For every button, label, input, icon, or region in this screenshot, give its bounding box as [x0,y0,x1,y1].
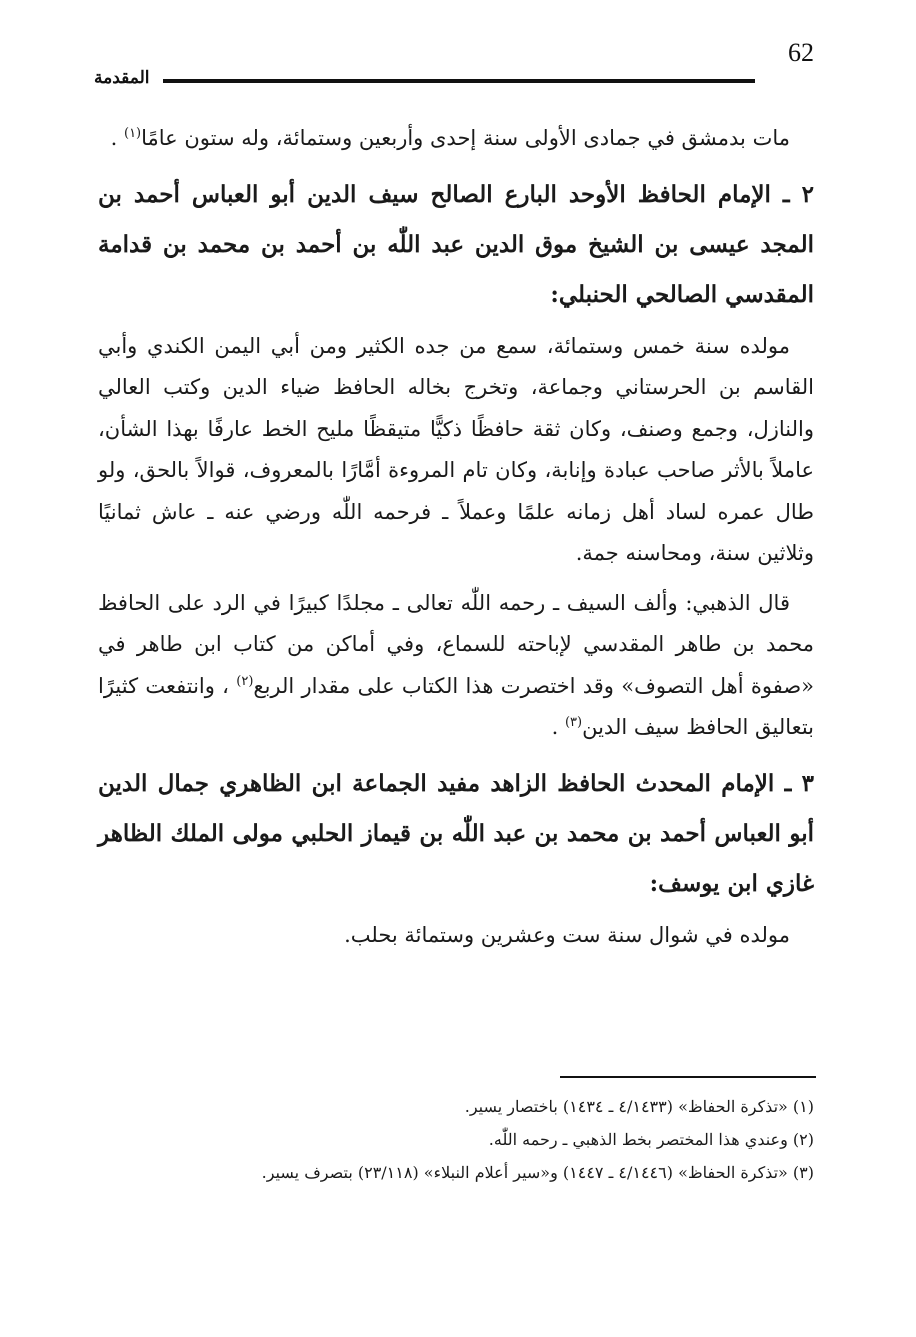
paragraph-death-note [98,118,814,160]
footnote-2: (٢) وعندي هذا المختصر بخط الذهبي ـ رحمه اللّٰه. [488,1130,814,1149]
paragraph-biography-2: مولده سنة خمس وستمائة، سمع من جده الكثير ومن أبي اليمن الكندي وأبي القاسم بن الحرستاني وجماعة، وتخرج بخاله الحافظ ضياء الدين وكتب العالي والنازل، وجمع وصنف، وكان ثقة حافظًا ذكيًّا متيقظًا مليح الخط عارفًا بهذا الشأن، عاملاً بالأثر صاحب عبادة وإنابة، وكان تام المروءة أمَّارًا بالمعروف، قوالاً بالحق، ولو طال عمره لساد أهل زمانه علمًا وعملاً ـ فرحمه اللّٰه ورضي عنه ـ عاش ثمانيًا وثلاثين سنة، ومحاسنه جمة. [98,333,814,565]
paragraph-end: . [110,126,124,150]
biography-heading-3: ٣ ـ الإمام المحدث الحافظ الزاهد مفيد الجماعة ابن الظاهري جمال الدين أبو العباس أحمد بن محمد بن عبد اللّٰه بن قيماز الحلبي مولى الملك الظاهر غازي ابن يوسف: [98,769,815,897]
footnote-ref-1: (١) [123,126,142,141]
header-rule [163,79,755,83]
footnote-1: (١) «تذكرة الحفاظ» (٤/١٤٣٣ ـ ١٤٣٤) باختصار يسير. [464,1097,814,1116]
paragraph-end: . [551,715,565,739]
footnotes [98,1090,814,1189]
running-head: المقدمة [94,68,150,88]
paragraph-biography-3: مولده في شوال سنة ست وعشرين وستمائة بحلب. [344,922,790,947]
paragraph-text: مات بدمشق في جمادى الأولى سنة إحدى وأربعين وستمائة، وله ستون عامًا [141,126,790,150]
biography-heading-2: ٢ ـ الإمام الحافظ الأوحد البارع الصالح سيف الدين أبو العباس أحمد بن المجد عيسى بن الشيخ موق الدين عبد اللّٰه بن أحمد بن محمد بن قدامة المقدسي الصالحي الحنبلي: [98,180,814,308]
paragraph-text-continued: ، وانتفعت كثيرًا بتعاليق الحافظ سيف الدين [98,673,814,739]
footnote-separator [560,1076,816,1078]
paragraph-text: قال الذهبي: وألف السيف ـ رحمه اللّٰه تعالى ـ مجلدًا كبيرًا في الرد على الحافظ محمد بن طاهر المقدسي لإباحته للسماع، وفي أماكن من كتاب ابن طاهر في «صفوة أهل التصوف» وقد اختصرت هذا الكتاب على مقدار الربع [98,590,814,698]
footnote-3: (٣) «تذكرة الحفاظ» (٤/١٤٤٦ ـ ١٤٤٧) و«سير أعلام النبلاء» (٢٣/١١٨) بتصرف يسير. [261,1163,814,1182]
page-number: 62 [788,38,814,67]
footnote-ref-2: (٢) [236,673,254,689]
paragraph-dhahabi-quote [98,583,814,749]
main-text [98,118,814,956]
footnote-ref-3: (٣) [564,715,583,730]
